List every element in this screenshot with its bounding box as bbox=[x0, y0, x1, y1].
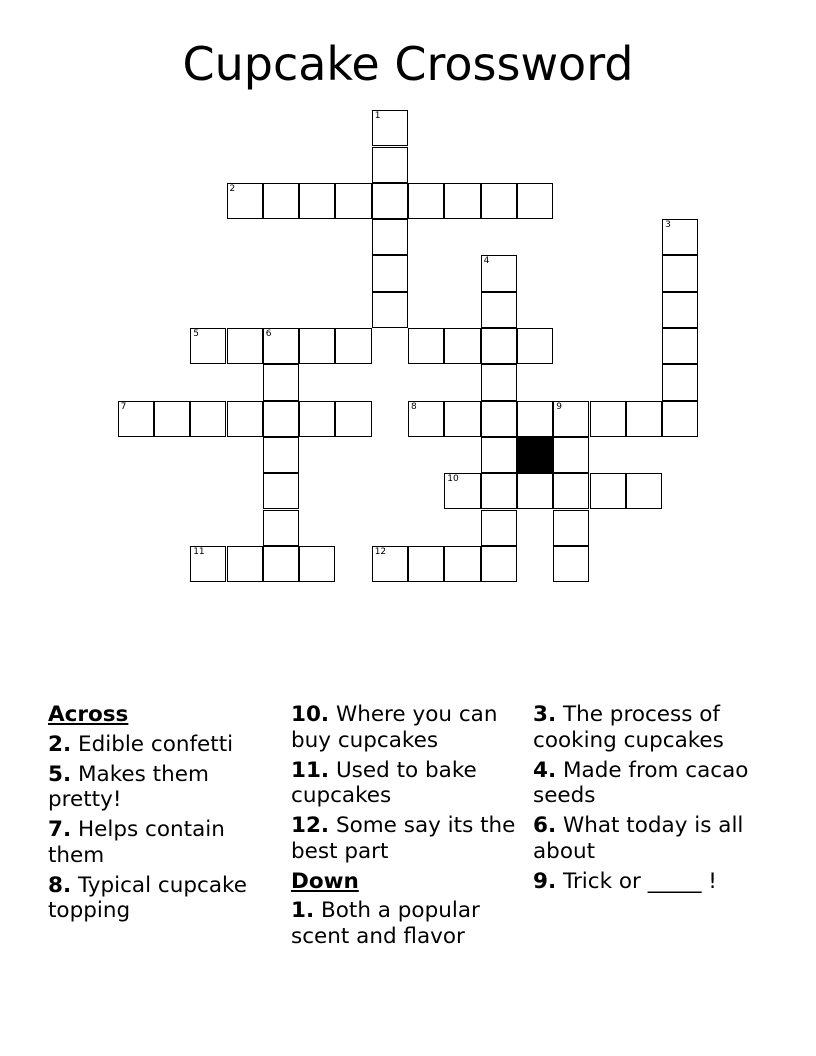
cell-number: 3 bbox=[665, 220, 671, 231]
clue-across-10 bbox=[291, 702, 516, 753]
crossword-cell[interactable] bbox=[662, 328, 698, 364]
cell-number: 11 bbox=[193, 546, 205, 557]
crossword-cell[interactable] bbox=[372, 255, 408, 291]
clue-number: 2. bbox=[48, 731, 72, 757]
crossword-cell[interactable] bbox=[517, 473, 553, 509]
crossword-cell[interactable] bbox=[299, 183, 335, 219]
cell-number: 6 bbox=[265, 329, 272, 339]
crossword-cell[interactable] bbox=[481, 292, 517, 328]
crossword-cell[interactable] bbox=[263, 473, 299, 509]
across-heading: Across bbox=[48, 702, 129, 727]
page-title: Cupcake Crossword bbox=[182, 37, 634, 91]
clue-text: Typical cupcake topping bbox=[48, 872, 247, 923]
crossword-cell[interactable] bbox=[227, 401, 263, 437]
crossword-cell[interactable] bbox=[553, 510, 589, 546]
crossword-cell[interactable] bbox=[444, 473, 480, 509]
crossword-cell[interactable] bbox=[662, 255, 698, 291]
clues-column-2 bbox=[291, 702, 516, 954]
cell-number: 1 bbox=[374, 111, 381, 122]
clue-across-11 bbox=[291, 758, 516, 809]
clues-column-3 bbox=[533, 702, 758, 899]
clue-down-6 bbox=[533, 813, 758, 864]
crossword-cell[interactable] bbox=[444, 546, 480, 582]
crossword-cell[interactable] bbox=[408, 401, 444, 437]
clue-number: 7. bbox=[48, 817, 72, 842]
crossword-cell[interactable] bbox=[481, 437, 517, 473]
crossword-cell[interactable] bbox=[553, 437, 589, 473]
clue-number: 12. bbox=[291, 813, 330, 838]
clue-number: 9. bbox=[533, 868, 557, 894]
clue-text: Helps contain them bbox=[48, 817, 225, 868]
crossword-cell[interactable] bbox=[517, 401, 553, 437]
crossword-cell[interactable] bbox=[263, 510, 299, 546]
clue-text: Makes them pretty! bbox=[48, 761, 209, 812]
cell-number: 2 bbox=[229, 183, 236, 194]
crossword-cell[interactable] bbox=[408, 546, 444, 582]
clue-across-7 bbox=[48, 817, 273, 868]
clue-across-2 bbox=[48, 732, 273, 758]
clue-number: 6. bbox=[533, 813, 557, 838]
crossword-cell[interactable] bbox=[662, 364, 698, 400]
crossword-cell[interactable] bbox=[481, 183, 517, 219]
crossword-cell[interactable] bbox=[481, 546, 517, 582]
crossword-cell[interactable] bbox=[408, 328, 444, 364]
crossword-cell[interactable] bbox=[444, 401, 480, 437]
crossword-cell[interactable] bbox=[626, 473, 662, 509]
cell-number: 10 bbox=[447, 474, 459, 485]
crossword-cell[interactable] bbox=[118, 401, 154, 437]
crossword-cell[interactable] bbox=[190, 401, 226, 437]
crossword-cell[interactable] bbox=[335, 328, 371, 364]
crossword-cell[interactable] bbox=[190, 546, 226, 582]
crossword-cell[interactable] bbox=[553, 473, 589, 509]
crossword-cell[interactable] bbox=[190, 328, 226, 364]
clue-down-9 bbox=[533, 869, 758, 895]
clue-number: 5. bbox=[48, 761, 72, 787]
black-cell bbox=[517, 437, 553, 473]
crossword-cell[interactable] bbox=[335, 183, 371, 219]
crossword-cell[interactable] bbox=[227, 546, 263, 582]
cell-number: 4 bbox=[483, 256, 490, 267]
crossword-cell[interactable] bbox=[372, 546, 408, 582]
clue-text: Some say its the best part bbox=[291, 813, 516, 864]
crossword-cell[interactable] bbox=[517, 183, 553, 219]
crossword-cell[interactable] bbox=[553, 401, 589, 437]
crossword-cell[interactable] bbox=[481, 255, 517, 291]
crossword-cell[interactable] bbox=[263, 401, 299, 437]
cell-number: 8 bbox=[411, 401, 417, 412]
crossword-cell[interactable] bbox=[444, 183, 480, 219]
crossword-cell[interactable] bbox=[553, 546, 589, 582]
crossword-cell[interactable] bbox=[408, 183, 444, 219]
crossword-cell[interactable] bbox=[517, 328, 553, 364]
crossword-cell[interactable] bbox=[372, 292, 408, 328]
clue-text: Trick or _____ ! bbox=[562, 868, 717, 894]
clue-text: Where you can buy cupcakes bbox=[291, 702, 498, 753]
crossword-cell[interactable] bbox=[263, 364, 299, 400]
clue-across-8 bbox=[48, 873, 273, 924]
crossword-cell[interactable] bbox=[590, 473, 626, 509]
cell-number: 5 bbox=[193, 329, 199, 339]
clue-text: Both a popular scent and flavor bbox=[291, 898, 480, 949]
clue-number: 1. bbox=[291, 898, 315, 923]
clue-text: Edible confetti bbox=[77, 731, 234, 757]
clue-text: What today is all about bbox=[533, 813, 744, 864]
clue-down-3 bbox=[533, 702, 758, 753]
clue-number: 8. bbox=[48, 872, 72, 898]
crossword-cell[interactable] bbox=[154, 401, 190, 437]
clue-text: The process of cooking cupcakes bbox=[533, 702, 724, 753]
crossword-cell[interactable] bbox=[263, 437, 299, 473]
crossword-cell[interactable] bbox=[481, 328, 517, 364]
crossword-cell[interactable] bbox=[372, 219, 408, 255]
clue-across-5 bbox=[48, 762, 273, 813]
crossword-cell[interactable] bbox=[299, 401, 335, 437]
crossword-cell[interactable] bbox=[263, 328, 299, 364]
crossword-cell[interactable] bbox=[444, 328, 480, 364]
crossword-cell[interactable] bbox=[662, 219, 698, 255]
clue-number: 10. bbox=[291, 702, 330, 727]
crossword-cell[interactable] bbox=[626, 401, 662, 437]
crossword-cell[interactable] bbox=[299, 328, 335, 364]
crossword-cell[interactable] bbox=[481, 401, 517, 437]
clues-column-1 bbox=[48, 702, 273, 928]
clue-number: 11. bbox=[291, 757, 330, 783]
crossword-cell[interactable] bbox=[227, 328, 263, 364]
crossword-cell[interactable] bbox=[372, 110, 408, 146]
crossword-cell[interactable] bbox=[372, 183, 408, 219]
crossword-cell[interactable] bbox=[263, 183, 299, 219]
clue-number: 4. bbox=[533, 757, 557, 783]
cell-number: 7 bbox=[120, 401, 127, 412]
crossword-cell[interactable] bbox=[335, 401, 371, 437]
crossword-cell[interactable] bbox=[662, 401, 698, 437]
clue-down-1 bbox=[291, 898, 516, 949]
crossword-cell[interactable] bbox=[590, 401, 626, 437]
crossword-cell[interactable] bbox=[299, 546, 335, 582]
clue-down-4 bbox=[533, 758, 758, 809]
crossword-cell[interactable] bbox=[263, 546, 299, 582]
crossword-cell[interactable] bbox=[227, 183, 263, 219]
crossword-cell[interactable] bbox=[662, 292, 698, 328]
crossword-cell[interactable] bbox=[481, 364, 517, 400]
crossword-cell[interactable] bbox=[372, 147, 408, 183]
cell-number: 9 bbox=[556, 401, 562, 412]
clue-across-12 bbox=[291, 813, 516, 864]
crossword-cell[interactable] bbox=[481, 473, 517, 509]
down-heading: Down bbox=[291, 868, 359, 894]
cell-number: 12 bbox=[374, 546, 387, 557]
crossword-cell[interactable] bbox=[481, 510, 517, 546]
clue-text: Used to bake cupcakes bbox=[291, 757, 477, 808]
clue-number: 3. bbox=[533, 702, 557, 727]
clue-text: Made from cacao seeds bbox=[533, 757, 749, 808]
